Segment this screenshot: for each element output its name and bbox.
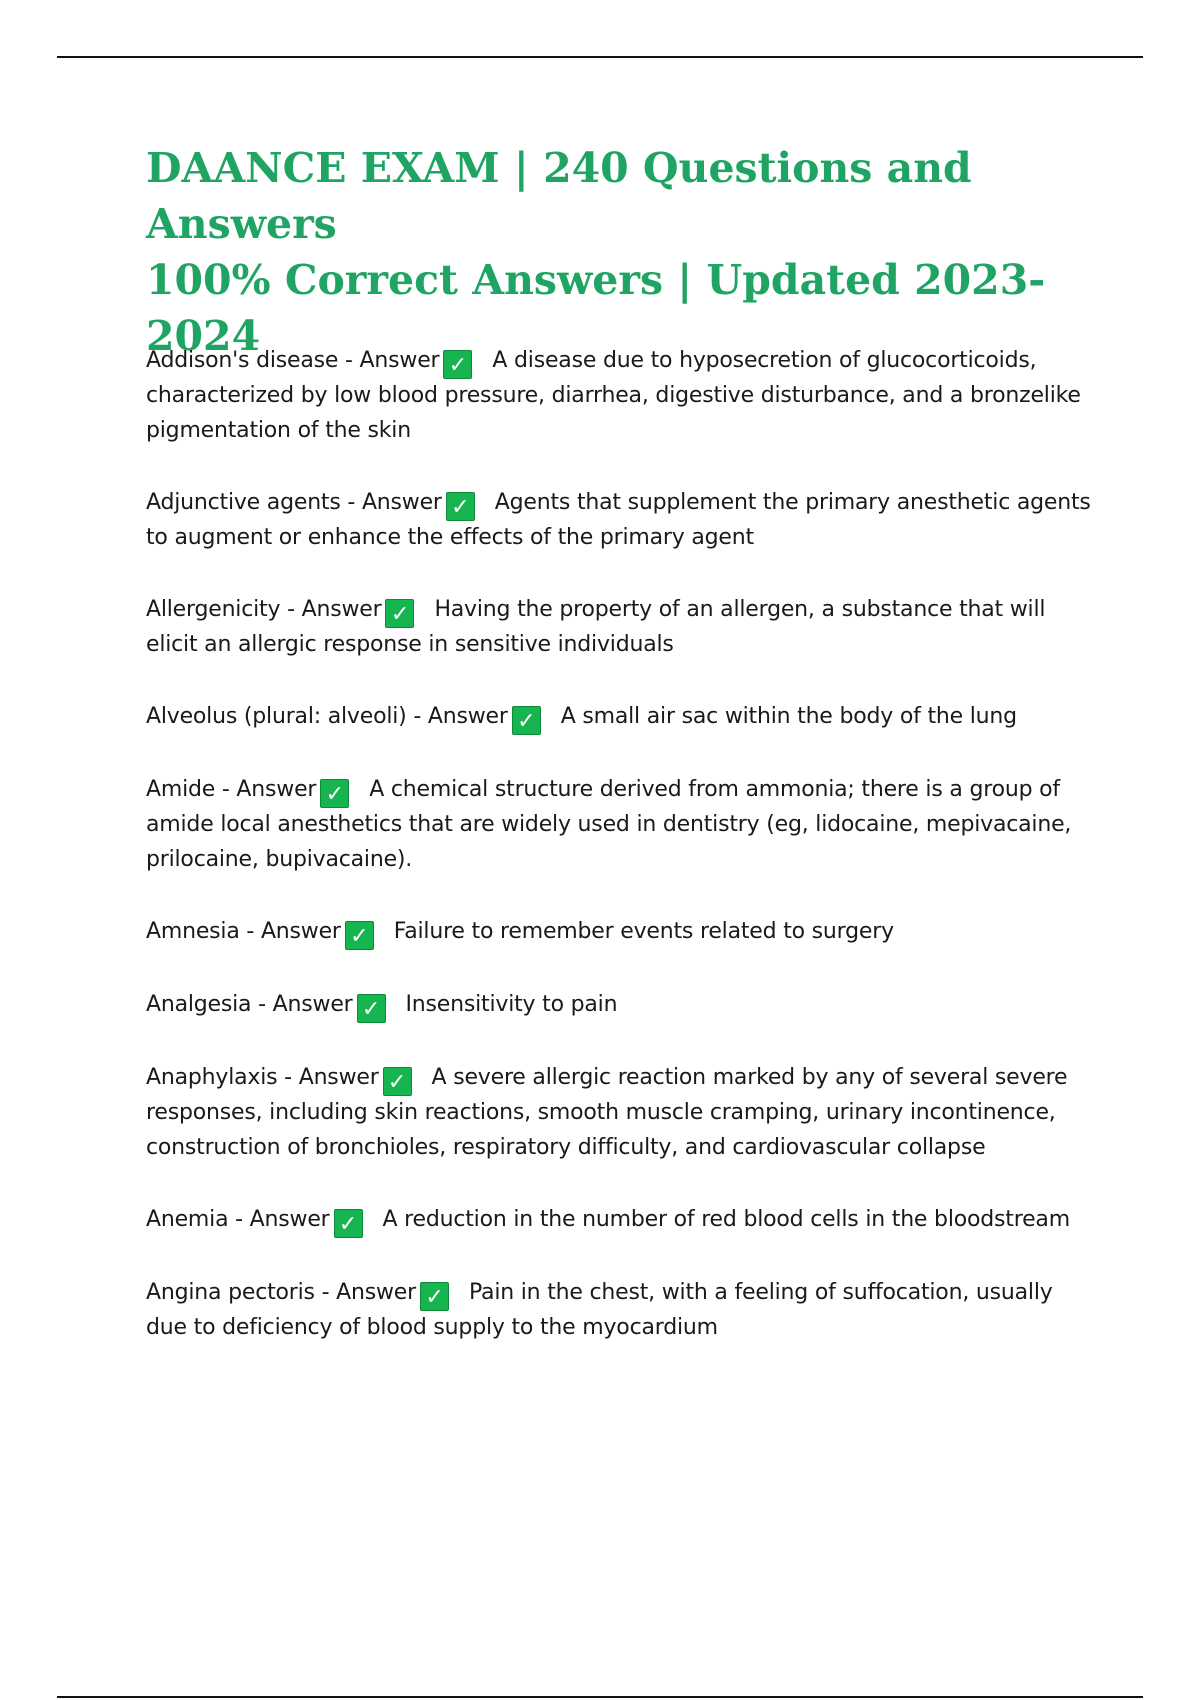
qa-entry — [146, 1276, 1096, 1346]
qa-entry — [146, 486, 1096, 556]
entry-term: Allergenicity - Answer — [146, 596, 382, 622]
qa-entry — [146, 593, 1096, 663]
check-mark-icon: ✓ — [420, 1282, 449, 1311]
check-mark-icon: ✓ — [334, 1209, 363, 1238]
entry-term: Adjunctive agents - Answer — [146, 490, 442, 515]
check-mark-icon: ✓ — [357, 994, 386, 1023]
entry-definition: A disease due to hyposecretion of glucocorticoids, characterized by low blood pressure, diarrhea, digestive disturbance, and a bronzelike pigmentation of the skin — [146, 348, 1081, 443]
bottom-rule — [57, 1696, 1143, 1698]
page-title — [146, 140, 1146, 364]
qa-entry — [146, 344, 1096, 448]
check-mark-icon: ✓ — [446, 492, 475, 521]
entry-definition: A small air sac within the body of the lung — [560, 704, 1017, 729]
qa-entry — [146, 988, 1096, 1023]
top-rule — [57, 56, 1143, 58]
entry-term: Anaphylaxis - Answer — [146, 1065, 379, 1090]
entry-definition: A severe allergic reaction marked by any of several severe responses, including skin reactions, smooth muscle cramping, urinary incontinence, construction of bronchioles, respiratory difficulty, and cardiovascular collapse — [146, 1065, 1068, 1160]
check-mark-icon: ✓ — [443, 350, 472, 379]
entry-definition: A chemical structure derived from ammonia; there is a group of amide local anesthetics that are widely used in dentistry (eg, lidocaine, mepivacaine, prilocaine, bupivacaine). — [146, 777, 1072, 872]
entry-definition: Failure to remember events related to surgery — [393, 919, 894, 944]
entry-definition: Insensitivity to pain — [405, 992, 618, 1017]
entry-definition: Having the property of an allergen, a substance that will elicit an allergic response in sensitive individuals — [146, 596, 1046, 657]
qa-list — [146, 344, 1096, 1384]
entry-term: Anemia - Answer — [146, 1207, 330, 1232]
qa-entry — [146, 915, 1096, 950]
entry-term: Addison's disease - Answer — [146, 348, 440, 373]
entry-term: Angina pectoris - Answer — [146, 1280, 416, 1305]
entry-definition: Agents that supplement the primary anesthetic agents to augment or enhance the effects of the primary agent — [146, 490, 1091, 550]
check-mark-icon: ✓ — [320, 779, 349, 808]
check-mark-icon: ✓ — [512, 706, 541, 735]
check-mark-icon: ✓ — [385, 599, 414, 628]
entry-term: Alveolus (plural: alveoli) - Answer — [146, 704, 508, 729]
qa-entry — [146, 700, 1096, 735]
entry-term: Amnesia - Answer — [146, 919, 341, 944]
entry-definition: Pain in the chest, with a feeling of suffocation, usually due to deficiency of blood supply to the myocardium — [146, 1280, 1053, 1340]
qa-entry — [146, 1061, 1096, 1165]
entry-term: Amide - Answer — [146, 777, 317, 802]
entry-definition: A reduction in the number of red blood cells in the bloodstream — [382, 1207, 1070, 1232]
check-mark-icon: ✓ — [383, 1067, 412, 1096]
title-line-1: DAANCE EXAM | 240 Questions and Answers — [146, 144, 972, 248]
title-line-2: 100% Correct Answers | Updated 2023-2024 — [146, 256, 1046, 360]
entry-term: Analgesia - Answer — [146, 992, 353, 1017]
check-mark-icon: ✓ — [345, 921, 374, 950]
qa-entry — [146, 773, 1096, 877]
qa-entry — [146, 1203, 1096, 1238]
